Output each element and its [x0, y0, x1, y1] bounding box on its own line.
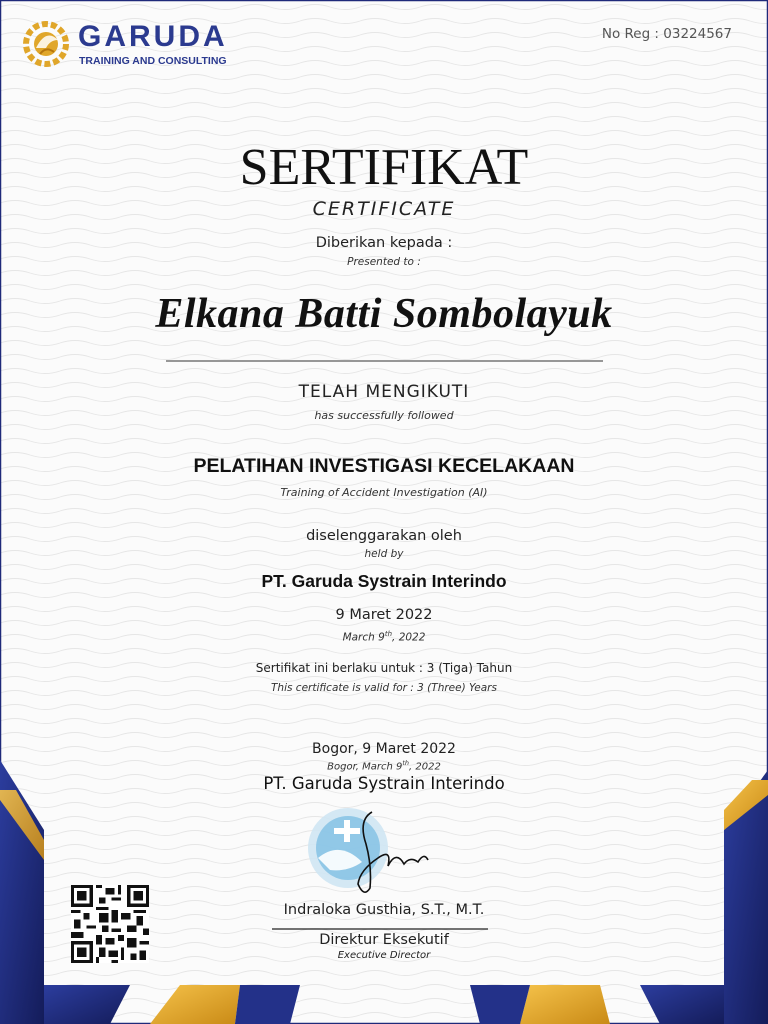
place-date-en: Bogor, March 9th, 2022 [327, 759, 441, 773]
garuda-logo-icon [22, 18, 74, 70]
training-date-en: March 9th, 2022 [342, 630, 426, 644]
signature-company: PT. Garuda Systrain Interindo [263, 774, 505, 793]
training-title-en: Training of Accident Investigation (AI) [280, 486, 488, 499]
organizer-name: PT. Garuda Systrain Interindo [261, 571, 507, 591]
held-by-label: diselenggarakan oleh [306, 528, 462, 544]
training-title: PELATIHAN INVESTIGASI KECELAKAAN [193, 455, 575, 477]
qr-code[interactable] [69, 885, 151, 963]
certificate-title-en: CERTIFICATE [312, 198, 456, 220]
signatory-position: Direktur Eksekutif [319, 932, 449, 948]
signatory-position-en: Executive Director [337, 950, 431, 961]
followed-label: TELAH MENGIKUTI [298, 382, 470, 402]
company-logo [22, 18, 252, 70]
validity-text-en: This certificate is valid for : 3 (Three) Years [271, 682, 497, 694]
held-by-label-en: held by [364, 548, 404, 560]
followed-label-en: has successfully followed [314, 409, 454, 422]
logo-subtitle: TRAINING AND CONSULTING [79, 55, 227, 67]
signatory-name: Indraloka Gusthia, S.T., M.T. [283, 902, 485, 918]
given-to-label-en: Presented to : [347, 256, 421, 268]
registration-number: No Reg : 03224567 [601, 26, 732, 42]
recipient-name: Elkana Batti Sombolayuk [155, 291, 613, 337]
logo-title: GARUDA [78, 20, 228, 53]
certificate-title: SERTIFIKAT [239, 139, 529, 196]
company-stamp-signature [300, 800, 440, 900]
given-to-label: Diberikan kepada : [315, 235, 453, 251]
place-date: Bogor, 9 Maret 2022 [312, 741, 456, 757]
validity-text: Sertifikat ini berlaku untuk : 3 (Tiga) Tahun [255, 661, 513, 675]
training-date: 9 Maret 2022 [335, 607, 433, 623]
